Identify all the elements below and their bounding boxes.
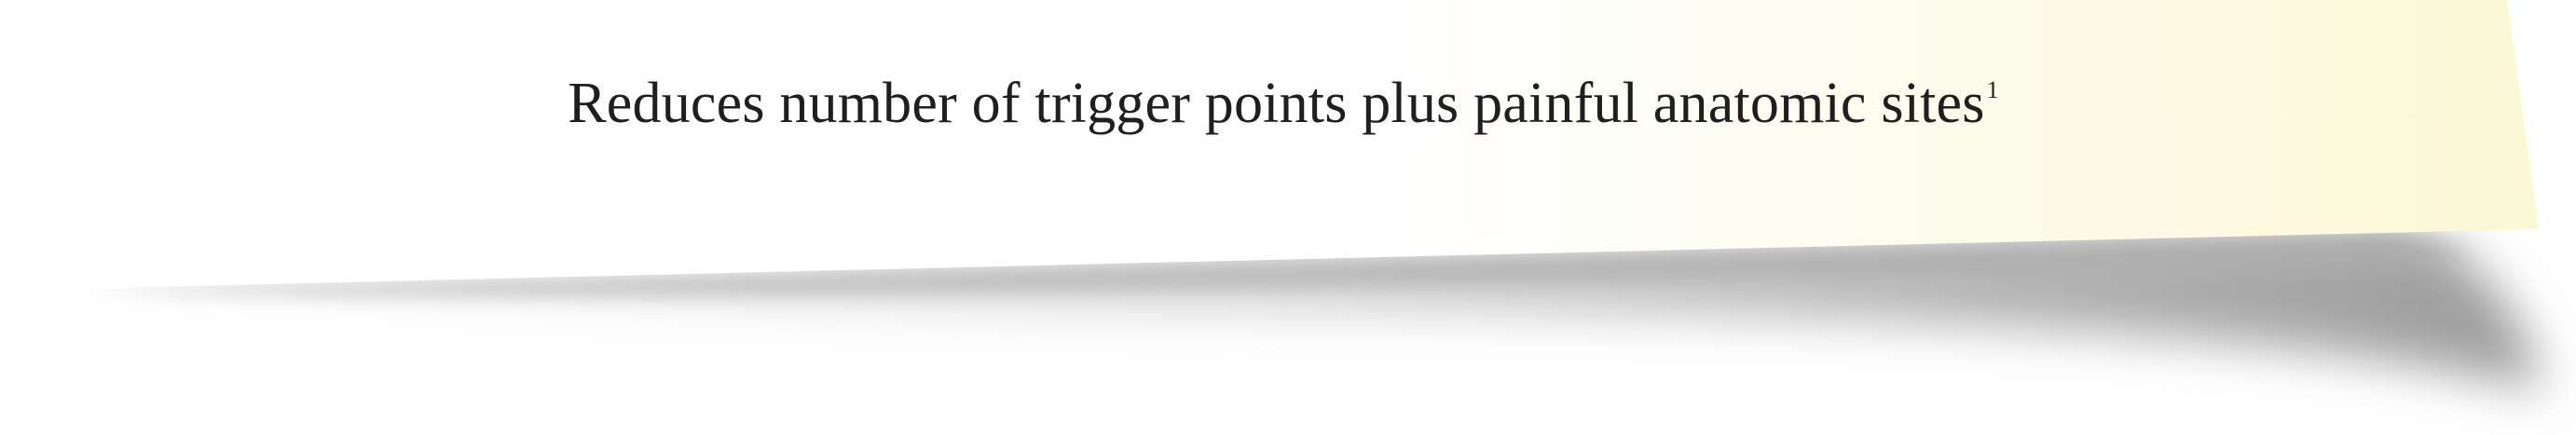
banner-headline xyxy=(0,71,2576,137)
banner-headline-text: Reduces number of trigger points plus painful anatomic sites xyxy=(568,72,1985,135)
footnote-marker: 1 xyxy=(1986,76,1999,103)
